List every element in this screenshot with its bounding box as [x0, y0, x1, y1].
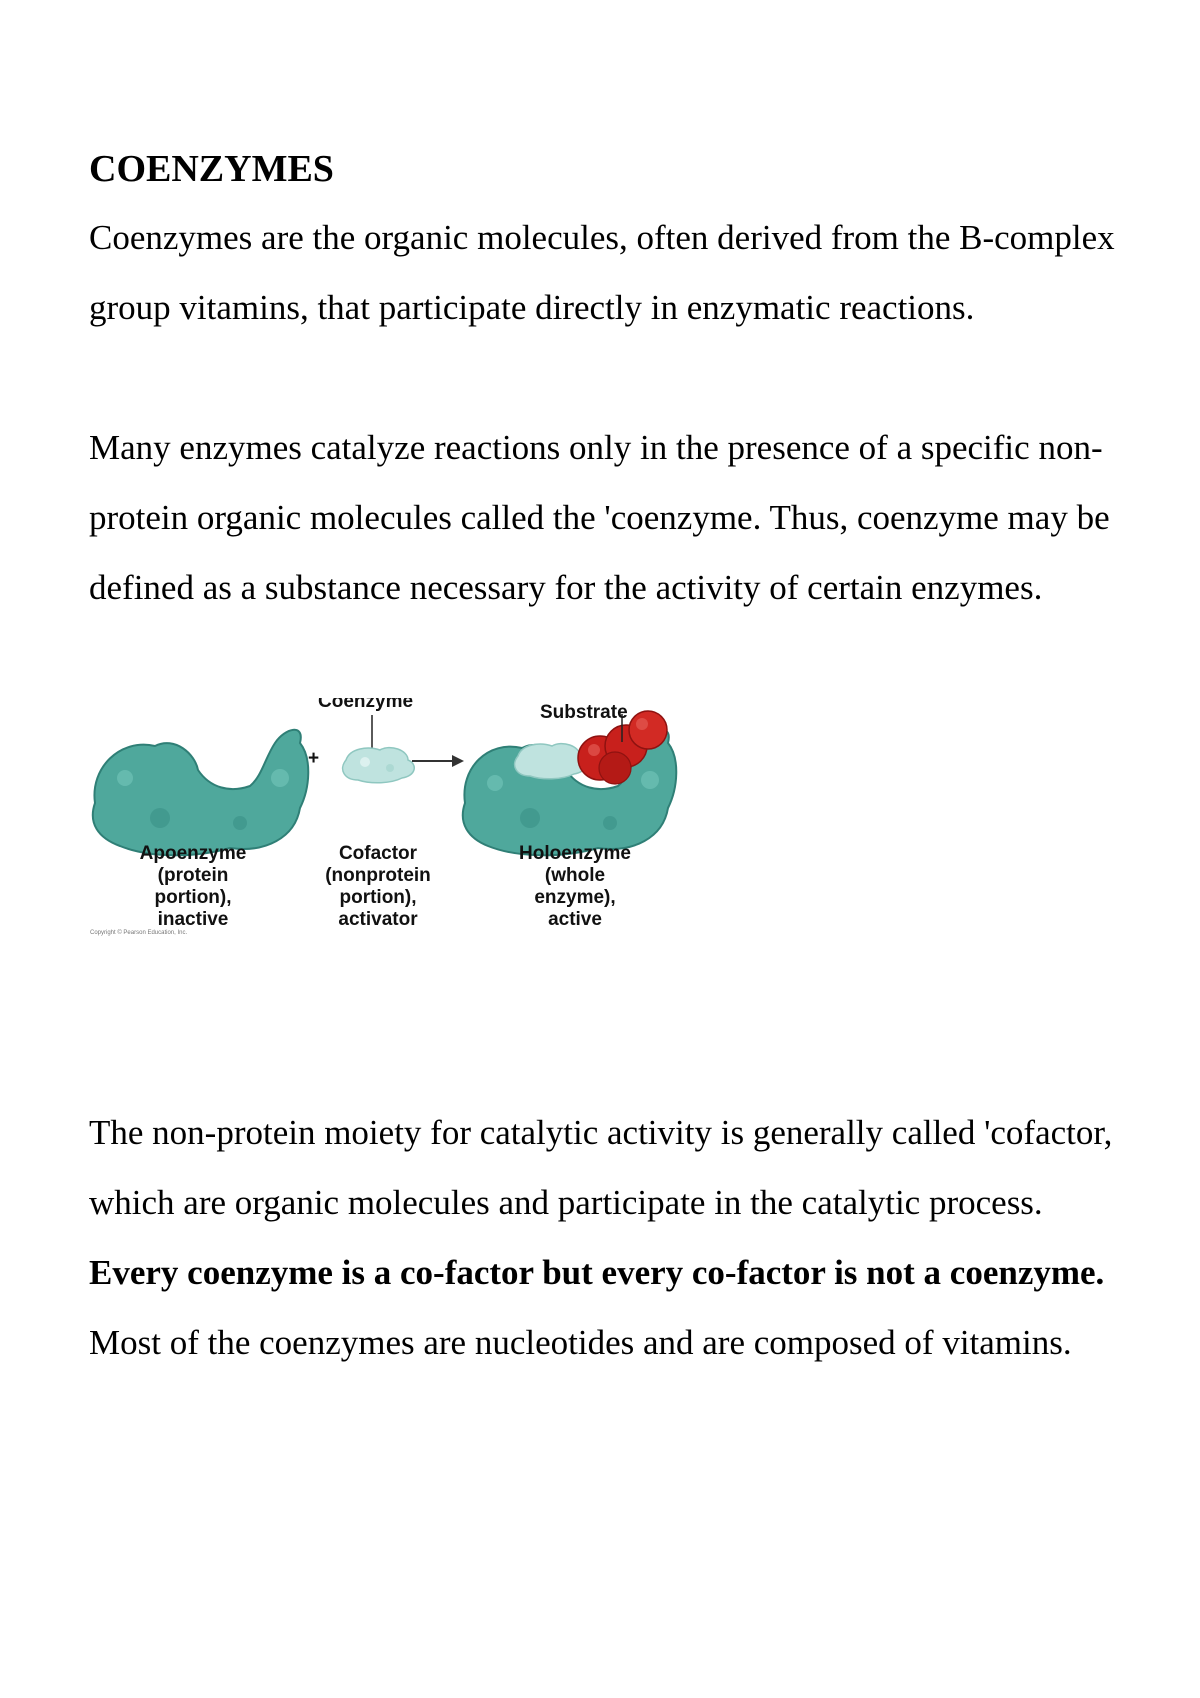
cofactor-shape: [343, 748, 415, 783]
holoenzyme-caption-line4: active: [548, 909, 602, 930]
cofactor-caption-line3: portion),: [339, 887, 417, 908]
apoenzyme-caption-line4: inactive: [157, 909, 229, 930]
holoenzyme-caption-line1: Holoenzyme: [519, 843, 631, 864]
cofactor-caption-line1: Cofactor: [338, 843, 418, 864]
holoenzyme-caption-line3: enzyme),: [534, 887, 616, 908]
paragraph-cofactor-outro: Most of the coenzymes are nucleotides and are composed of vitamins.: [89, 1323, 1072, 1362]
plus-sign: +: [308, 748, 320, 769]
paragraph-cofactor-emphasis: Every coenzyme is a co-factor but every co-factor is not a coenzyme.: [89, 1253, 1105, 1292]
paragraph-cofactor-intro: The non-protein moiety for catalytic activity is generally called 'cofactor, which are organic molecules and participate in the catalytic process.: [89, 1113, 1113, 1222]
apoenzyme-caption-line2: (protein: [157, 865, 229, 886]
apoenzyme-shape: [93, 730, 308, 855]
paragraph-coenzyme-role: Many enzymes catalyze reactions only in the presence of a specific non-protein organic molecules called the 'coenzyme. Thus, coenzyme may be defined as a substance necessary for the activity of certain enzymes.: [89, 428, 1110, 607]
page-title: COENZYMES: [89, 148, 334, 190]
paragraph-cofactor: [89, 1098, 1129, 1378]
apoenzyme-caption-line1: Apoenzyme: [139, 843, 247, 864]
cofactor-caption-line4: activator: [338, 909, 418, 930]
coenzyme-label: Coenzyme: [318, 698, 414, 712]
copyright-notice: Copyright © Pearson Education, Inc.: [90, 930, 188, 936]
cofactor-caption-line2: (nonprotein: [325, 865, 431, 886]
cofactor-caption: [325, 843, 431, 930]
reaction-arrow: [412, 755, 464, 767]
holoenzyme-caption-line2: (whole: [544, 865, 606, 886]
paragraph-definition: Coenzymes are the organic molecules, often derived from the B-complex group vitamins, that participate directly in enzymatic reactions.: [89, 218, 1115, 327]
apoenzyme-caption-line3: portion),: [154, 887, 232, 908]
substrate-label-text: Substrate: [540, 702, 628, 723]
holoenzyme-caption: [519, 843, 631, 930]
apoenzyme-caption: [140, 843, 247, 930]
